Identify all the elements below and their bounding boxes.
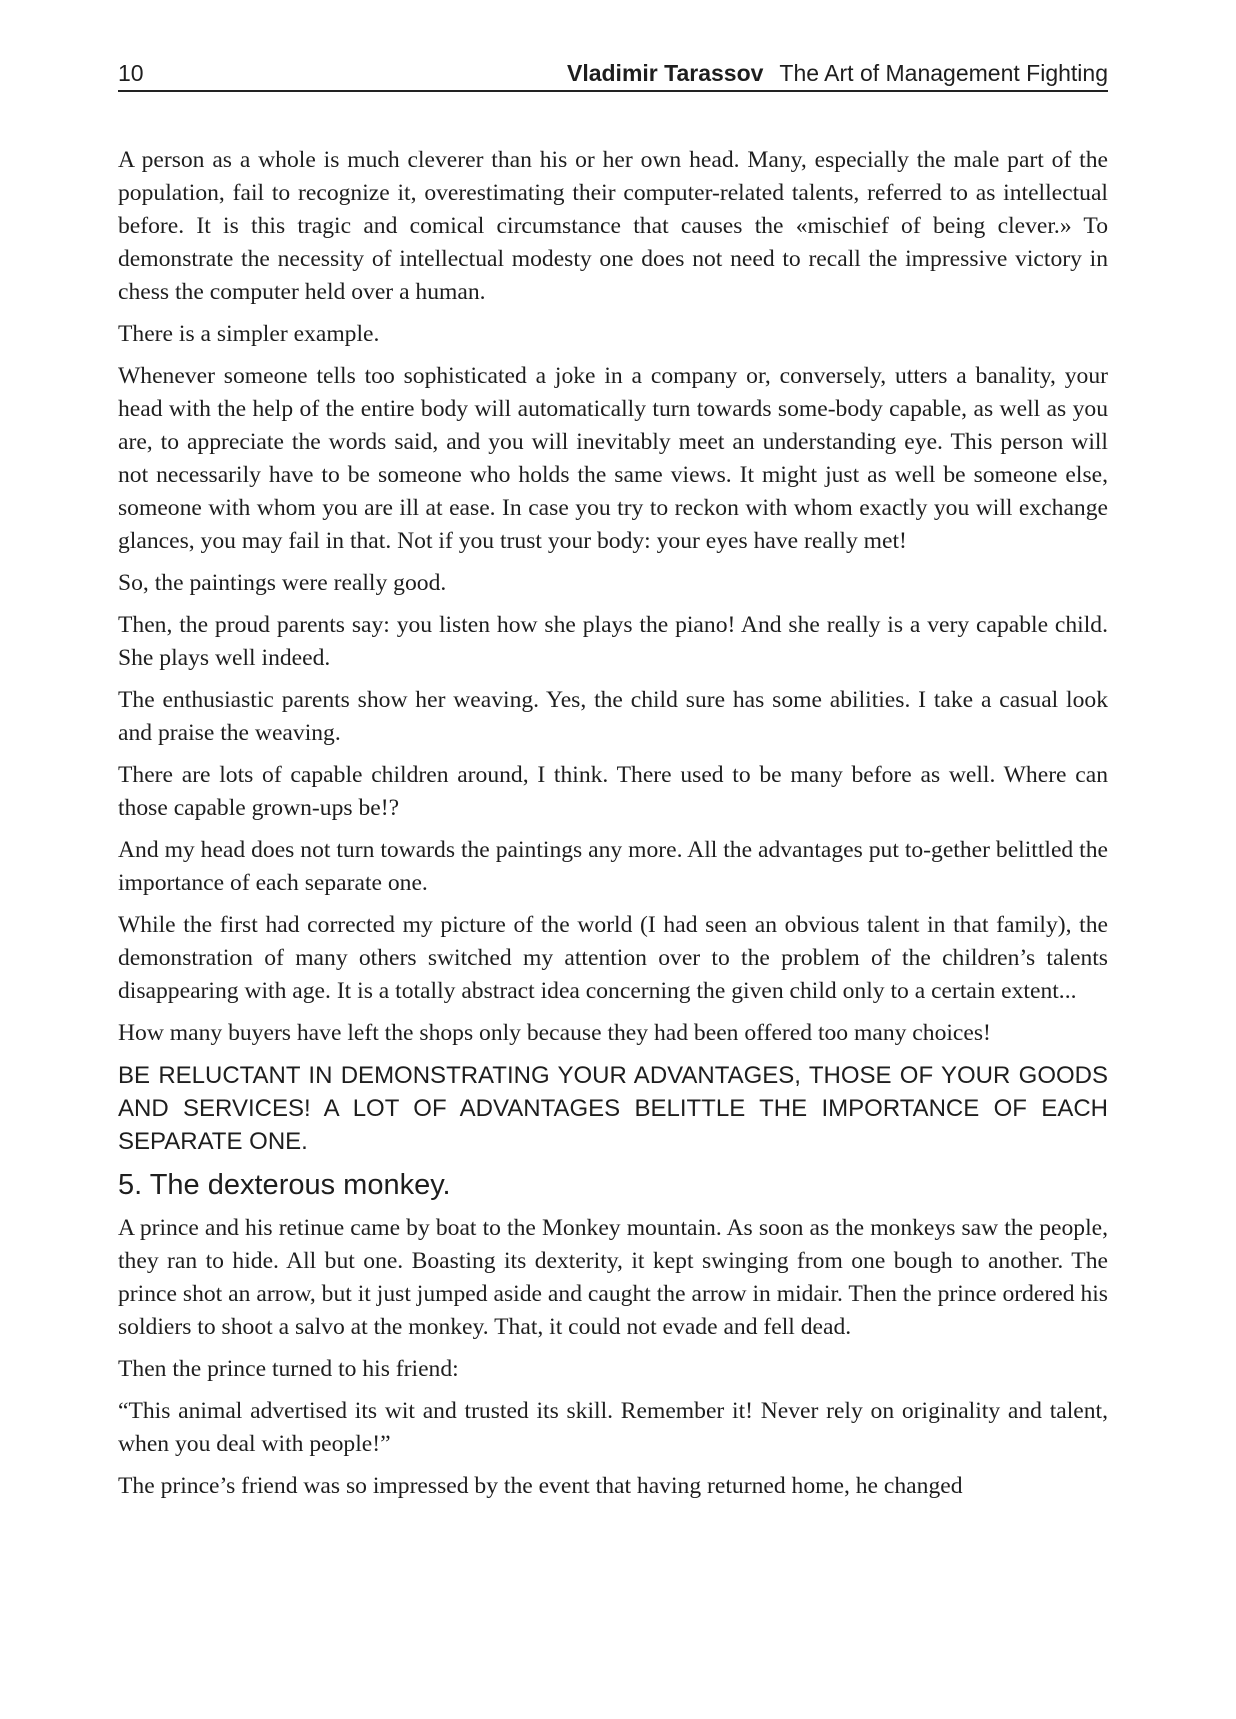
paragraph: “This animal advertised its wit and trusted its skill. Remember it! Never rely on originality and talent, when you deal with people!”: [118, 1398, 1108, 1457]
emphasis-statement: BE RELUCTANT IN DEMONSTRATING YOUR ADVANTAGES, THOSE OF YOUR GOODS AND SERVICES! A LOT OF ADVANTAGES BELITTLE THE IMPORTANCE OF EACH SEPARATE ONE.: [118, 1062, 1108, 1155]
paragraph: Whenever someone tells too sophisticated a joke in a company or, conversely, utters a banality, your head with the help of the entire body will automatically turn towards some-body capable, as well as you are, to appreciate the words said, and you will inevitably meet an understanding eye. This person will not necessarily have to be someone who holds the same views. It might just as well be someone else, someone with whom you are ill at ease. In case you try to reckon with whom exactly you will exchange glances, you may fail in that. Not if you trust your body: your eyes have really met!: [118, 363, 1108, 554]
paragraph: While the first had corrected my picture of the world (I had seen an obvious talent in that family), the demonstration of many others switched my attention over to the problem of the children’s talents disappearing with age. It is a totally abstract idea concerning the given child only to a certain extent...: [118, 912, 1108, 1004]
paragraph: The prince’s friend was so impressed by the event that having returned home, he changed: [118, 1473, 963, 1499]
page-number: 10: [118, 60, 144, 86]
paragraph: The enthusiastic parents show her weaving. Yes, the child sure has some abilities. I take a casual look and praise the weaving.: [118, 687, 1108, 746]
running-head: [118, 58, 1108, 92]
paragraph: How many buyers have left the shops only because they had been offered too many choices!: [118, 1020, 991, 1046]
author-name: Vladimir Tarassov: [566, 60, 764, 86]
paragraph: A person as a whole is much cleverer than his or her own head. Many, especially the male part of the population, fail to recognize it, overestimating their computer-related talents, referred to as intellectual before. It is this tragic and comical circumstance that causes the «mischief of being clever.» To demonstrate the necessity of intellectual modesty one does not need to recall the impressive victory in chess the computer held over a human.: [118, 147, 1108, 305]
paragraph: Then the prince turned to his friend:: [118, 1356, 459, 1382]
running-head-title: [567, 58, 1108, 88]
paragraph: And my head does not turn towards the paintings any more. All the advantages put to-gether belittled the importance of each separate one.: [118, 837, 1108, 896]
book-title: The Art of Management Fighting: [779, 60, 1108, 86]
paragraph: There are lots of capable children around, I think. There used to be many before as well. Where can those capable grown-ups be!?: [118, 762, 1108, 821]
body-text: [118, 144, 1108, 1503]
book-page: [118, 58, 1108, 1512]
section-heading: 5. The dexterous monkey.: [118, 1169, 451, 1201]
paragraph: So, the paintings were really good.: [118, 570, 447, 596]
paragraph: Then, the proud parents say: you listen how she plays the piano! And she really is a very capable child. She plays well indeed.: [118, 612, 1108, 671]
paragraph: A prince and his retinue came by boat to the Monkey mountain. As soon as the monkeys saw the people, they ran to hide. All but one. Boasting its dexterity, it kept swinging from one bough to another. The prince shot an arrow, but it just jumped aside and caught the arrow in midair. Then the prince ordered his soldiers to shoot a salvo at the monkey. That, it could not evade and fell dead.: [118, 1215, 1108, 1340]
paragraph: There is a simpler example.: [118, 321, 380, 347]
